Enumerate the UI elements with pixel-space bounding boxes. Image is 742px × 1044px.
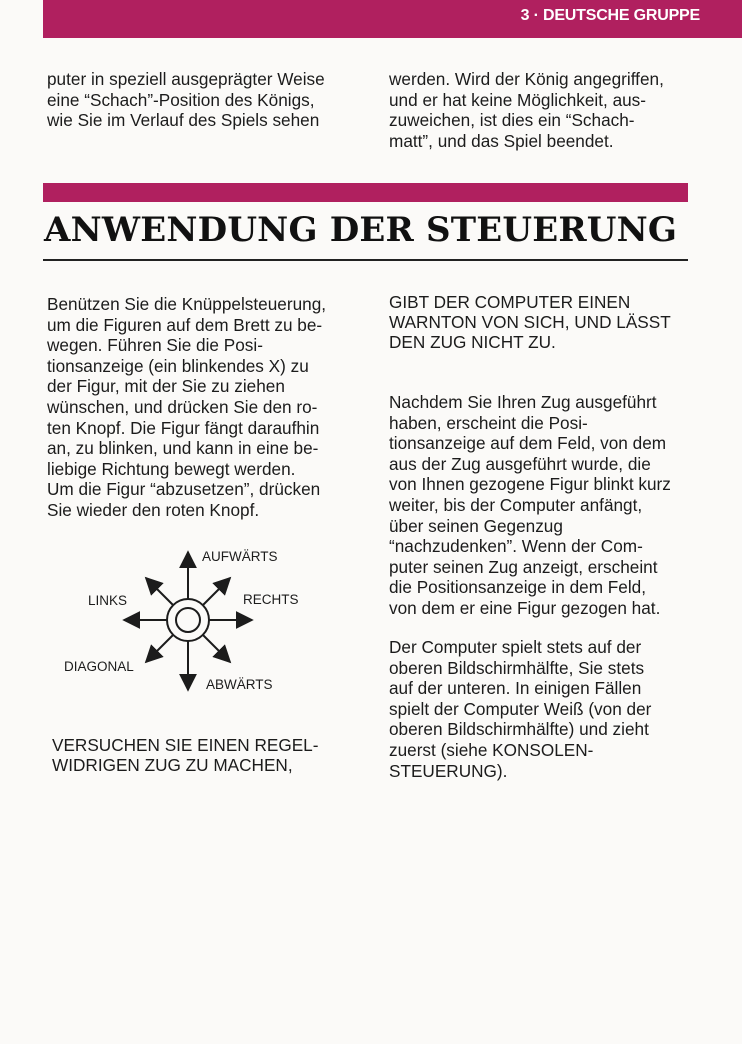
left-paragraph (47, 294, 326, 521)
text-line: der Figur, mit der Sie zu ziehen (47, 376, 285, 397)
arrow-down-left (146, 635, 173, 662)
text-line: haben, erscheint die Posi- (389, 412, 588, 433)
text-line: Nachdem Sie Ihren Zug ausgeführt (389, 392, 657, 412)
text-line: WIDRIGEN ZUG ZU MACHEN, (52, 755, 293, 776)
label-down: ABWÄRTS (206, 677, 273, 692)
text-line: an, zu blinken, und kann in eine be- (47, 438, 319, 459)
text-line: auf der unteren. In einigen Fällen (389, 678, 642, 699)
text-line: wie Sie im Verlauf des Spiels sehen (47, 110, 320, 131)
label-right: RECHTS (243, 592, 299, 607)
label-diagonal: DIAGONAL (64, 659, 134, 674)
text-line: oberen Bildschirmhälfte, Sie stets (389, 657, 645, 678)
text-line: STEUERUNG). (389, 760, 508, 781)
arrow-down-right (203, 635, 230, 662)
text-line: werden. Wird der König angegriffen, (389, 69, 664, 89)
joystick-direction-diagram (60, 540, 320, 700)
text-line: zuerst (siehe KONSOLEN- (389, 739, 594, 760)
text-line: aus der Zug ausgeführt wurde, die (389, 453, 651, 474)
text-line: über seinen Gegenzug (389, 515, 563, 536)
text-line: Der Computer spielt stets auf der (389, 637, 642, 657)
joystick-outer-ring (167, 599, 209, 641)
text-line: spielt der Computer Weiß (von der (389, 698, 652, 719)
text-line: Benützen Sie die Knüppelsteuerung, (47, 294, 327, 314)
text-line: GIBT DER COMPUTER EINEN (389, 292, 631, 312)
text-line: oberen Bildschirmhälfte) und zieht (389, 719, 649, 740)
text-line: wünschen, und drücken Sie den ro- (47, 396, 318, 417)
text-line: VERSUCHEN SIE EINEN REGEL- (52, 735, 319, 755)
left-heading (52, 735, 318, 775)
text-line: puter seinen Zug anzeigt, erscheint (389, 556, 658, 577)
text-line: von Ihnen gezogene Figur blinkt kurz (389, 474, 671, 495)
text-line: puter in speziell ausgeprägter Weise (47, 69, 325, 89)
right-heading (389, 292, 671, 353)
right-paragraph-2 (389, 637, 651, 781)
text-line: weiter, bis der Computer anfängt, (389, 494, 643, 515)
label-up: AUFWÄRTS (202, 549, 278, 564)
text-line: matt”, und das Spiel beendet. (389, 130, 614, 151)
text-line: Um die Figur “abzusetzen”, drücken (47, 479, 321, 500)
section-rule (43, 259, 688, 261)
direction-arrows-graphic (60, 540, 320, 700)
text-line: “nachzudenken”. Wenn der Com- (389, 536, 643, 557)
text-line: DEN ZUG NICHT ZU. (389, 332, 556, 353)
label-left: LINKS (88, 593, 128, 608)
text-line: und er hat keine Möglichkeit, aus- (389, 89, 646, 110)
text-line: liebige Richtung bewegt werden. (47, 458, 296, 479)
arrow-up-right (203, 578, 230, 605)
joystick-inner-ring (176, 608, 200, 632)
section-title: ANWENDUNG DER STEUERUNG (44, 210, 678, 250)
header-bar (43, 0, 742, 38)
text-line: ten Knopf. Die Figur fängt daraufhin (47, 417, 320, 438)
right-paragraph-1 (389, 392, 671, 619)
section-bar (43, 183, 688, 202)
text-line: wegen. Führen Sie die Posi- (47, 335, 263, 356)
chapter-label: 3 · DEUTSCHE GRUPPE (520, 7, 700, 24)
text-line: die Positionsanzeige in dem Feld, (389, 577, 647, 598)
text-line: Sie wieder den roten Knopf. (47, 499, 260, 520)
text-line: tionsanzeige (ein blinkendes X) zu (47, 355, 309, 376)
top-right-text (389, 69, 664, 151)
text-line: eine “Schach”-Position des Königs, (47, 89, 315, 110)
top-left-text (47, 69, 325, 131)
text-line: von dem er eine Figur gezogen hat. (389, 597, 661, 618)
text-line: um die Figuren auf dem Brett zu be- (47, 314, 323, 335)
text-line: WARNTON VON SICH, UND LÄSST (389, 312, 671, 333)
arrow-up-left (146, 578, 173, 605)
text-line: zuweichen, ist dies ein “Schach- (389, 110, 635, 131)
text-line: tionsanzeige auf dem Feld, von dem (389, 433, 667, 454)
